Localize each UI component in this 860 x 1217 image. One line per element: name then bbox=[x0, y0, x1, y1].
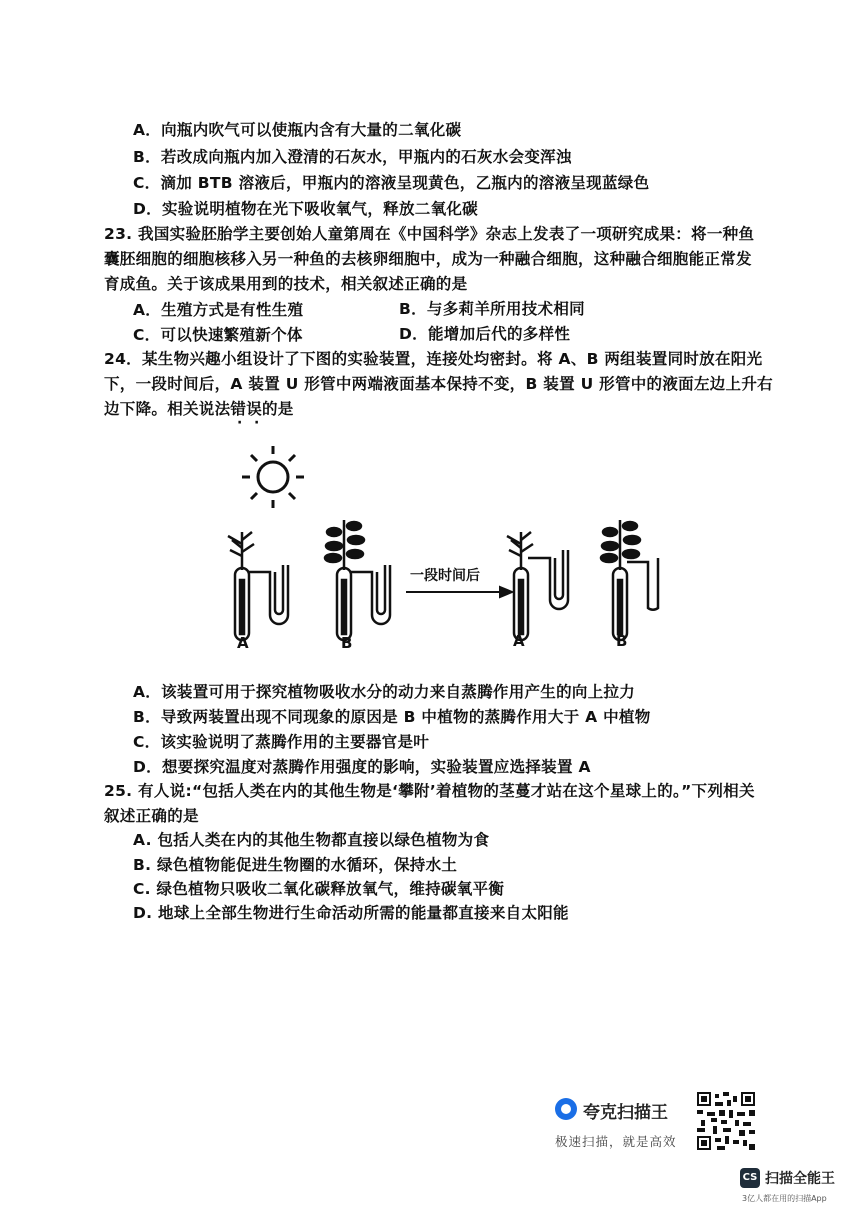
q23-option-a: A．生殖方式是有性生殖 bbox=[133, 301, 304, 319]
emphasis-dot: · bbox=[237, 415, 243, 431]
q23-option-c: C．可以快速繁殖新个体 bbox=[133, 326, 303, 344]
emphasis-dot: · bbox=[254, 415, 260, 431]
q25-option-d: D. 地球上全部生物进行生命活动所需的能量都直接来自太阳能 bbox=[133, 904, 569, 922]
q25-option-b: B. 绿色植物能促进生物圈的水循环，保持水土 bbox=[133, 856, 458, 874]
q24-option-d: D．想要探究温度对蒸腾作用强度的影响，实验装置应选择装置 A bbox=[133, 758, 591, 776]
brand-slogan: 极速扫描，就是高效 bbox=[555, 1134, 677, 1149]
q24-option-b: B．导致两装置出现不同现象的原因是 B 中植物的蒸腾作用大于 A 中植物 bbox=[133, 708, 651, 726]
q24-option-a: A．该装置可用于探究植物吸收水分的动力来自蒸腾作用产生的向上拉力 bbox=[133, 683, 636, 701]
q22-option-b: B．若改成向瓶内加入澄清的石灰水，甲瓶内的石灰水会变浑浊 bbox=[133, 148, 572, 166]
cs-logo-icon: CS bbox=[740, 1168, 760, 1188]
apparatus-b-left bbox=[325, 520, 390, 640]
label-b-right: B bbox=[616, 632, 628, 650]
apparatus-a-left bbox=[228, 532, 288, 640]
q24-stem-line-3: 边下降。相关说法错误的是 bbox=[104, 400, 294, 418]
apparatus-b-right bbox=[601, 520, 658, 640]
q22-option-c: C．滴加 BTB 溶液后，甲瓶内的溶液呈现黄色，乙瓶内的溶液呈现蓝绿色 bbox=[133, 174, 650, 192]
q23-option-d: D．能增加后代的多样性 bbox=[399, 325, 571, 343]
q25-stem-line-2: 叙述正确的是 bbox=[104, 807, 199, 825]
q22-option-a: A．向瓶内吹气可以使瓶内含有大量的二氧化碳 bbox=[133, 121, 462, 139]
cs-tagline: 3亿人都在用的扫描App bbox=[742, 1194, 827, 1203]
label-b-left: B bbox=[341, 634, 353, 652]
q24-option-c: C．该实验说明了蒸腾作用的主要器官是叶 bbox=[133, 733, 430, 751]
label-a-right: A bbox=[513, 632, 525, 650]
q24-stem-line-2: 下，一段时间后，A 装置 U 形管中两端液面基本保持不变，B 装置 U 形管中的液面左边上升右 bbox=[104, 375, 773, 393]
q23-option-b: B．与多莉羊所用技术相同 bbox=[399, 300, 585, 318]
camscanner-badge bbox=[740, 1168, 850, 1208]
arrow-label: 一段时间后 bbox=[410, 568, 480, 584]
q23-stem-line-2: 囊胚细胞的细胞核移入另一种鱼的去核卵细胞中，成为一种融合细胞，这种融合细胞能正常发 bbox=[104, 250, 752, 268]
q22-option-d: D．实验说明植物在光下吸收氧气，释放二氧化碳 bbox=[133, 200, 478, 218]
q25-stem-line-1: 25. 有人说:“包括人类在内的其他生物是‘攀附’着植物的茎蔓才站在这个星球上的。”下列相关 bbox=[104, 782, 755, 800]
cs-app-name: 扫描全能王 bbox=[765, 1171, 835, 1187]
sun-icon bbox=[242, 446, 304, 508]
q23-stem-line-3: 育成鱼。关于该成果用到的技术，相关叙述正确的是 bbox=[104, 275, 468, 293]
q23-stem-line-1: 23. 我国实验胚胎学主要创始人童第周在《中国科学》杂志上发表了一项研究成果：将一种鱼 bbox=[104, 225, 755, 243]
q24-stem-line-1: 24．某生物兴趣小组设计了下图的实验装置，连接处均密封。将 A、B 两组装置同时放在阳光 bbox=[104, 350, 763, 368]
time-arrow bbox=[406, 587, 512, 597]
label-a-left: A bbox=[237, 634, 249, 652]
brand-name: 夸克扫描王 bbox=[583, 1103, 668, 1123]
q25-option-c: C. 绿色植物只吸收二氧化碳释放氧气，维持碳氧平衡 bbox=[133, 880, 505, 898]
apparatus-a-right bbox=[507, 532, 568, 640]
qr-code-icon bbox=[697, 1092, 755, 1150]
quark-logo-icon bbox=[555, 1098, 577, 1120]
experiment-figure bbox=[200, 440, 660, 660]
q25-option-a: A. 包括人类在内的其他生物都直接以绿色植物为食 bbox=[133, 831, 490, 849]
